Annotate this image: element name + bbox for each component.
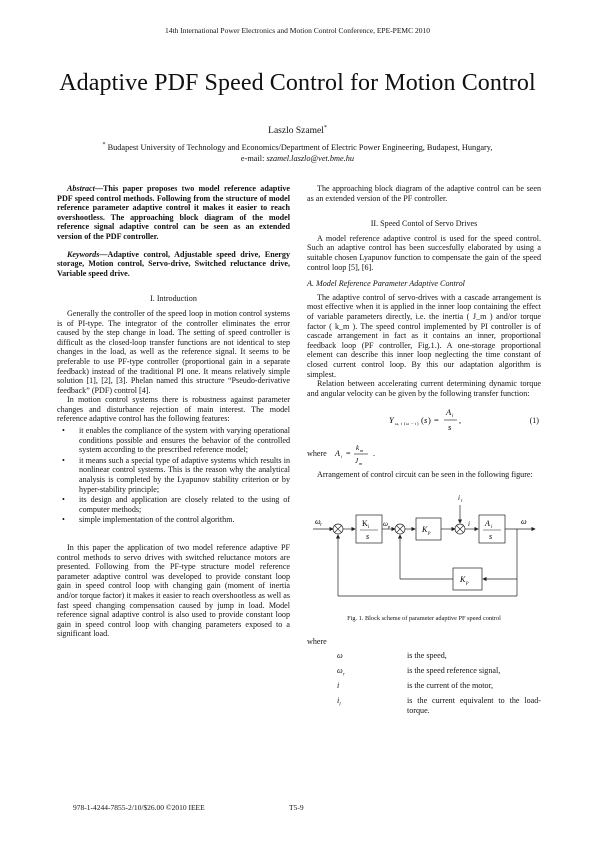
where-formula <box>333 442 413 466</box>
definition-row: ω is the speed, <box>337 651 447 661</box>
block-diagram-figure <box>307 486 541 604</box>
bullet-icon: • <box>62 455 65 465</box>
block-diagram <box>307 486 541 604</box>
list-item: • simple implementation of the control algorithm. <box>62 515 235 525</box>
svg-text:ω,: ω, <box>395 421 400 427</box>
author-name: Laszlo Szamel <box>268 126 324 137</box>
definition-row: $i_l$ is the current equivalent to the load-torque. <box>337 696 541 715</box>
keywords <box>57 250 290 279</box>
label-omega-p: ω <box>383 519 388 528</box>
intro-paragraph-1: Generally the controller of the speed loop in motion control systems is of PI-type. The integrator of the controller eliminates the error caused by the step change in load. The setting of speed controller is difficult as the closed-loop transfer functions are not identical to step changes in the load, as well as the reference signal. It seems to be preferable to use PF-type controller (proportional gain in a separate feedback) instead of the traditional PI one. It means relatively simple solution [1], [2], [3]. Phelan named this structure “Pseudo-derivative feedback” (PDF) control [4]. <box>57 308 290 395</box>
svg-text:A: A <box>335 449 340 459</box>
label-s-1: s <box>366 531 370 541</box>
svg-text:i: i <box>415 421 417 427</box>
intro-paragraph-3: In this paper the application of two model reference adaptive PF control methods to servo drives with switched reluctance motors are presented. Following from the PF-type structure model reference parameter adaptive control was developed to provide constant loop gain in speed control loop with changing gain (moment of inertia and/or torque factor) it makes it easier to reach overshootless as well as fast speed changing compensation caused by jump in load. Model reference signal adaptive control is also used to provide constant loop gain in speed control loop with changing parameters exposed to a significant load. <box>57 543 290 639</box>
label-omega: ω <box>521 516 527 526</box>
footer-page-number: T5-9 <box>289 803 304 812</box>
label-k-p: K <box>422 524 428 534</box>
list-item: • it means such a special type of adaptive systems which results in nonlinear control systems. This is the reason why the analytical analysis is completed by the Lyapunov stability criterion or by hyper-stability principle; <box>62 455 290 494</box>
svg-text:s: s <box>424 415 428 426</box>
keywords-text: —Adaptive control, Adjustable speed drive, Energy storage, Motion control, Servo-drive, Switched reluctance drive, Variable speed drive. <box>57 249 290 278</box>
svg-text:m: m <box>359 461 363 467</box>
left-column <box>57 184 290 639</box>
svg-text:ω: ω <box>406 421 409 427</box>
svg-text:−: − <box>411 421 414 427</box>
label-a-i-sub: i <box>491 524 493 530</box>
list-item: • it enables the compliance of the system with varying operational conditions possible and ensures the behavior of the controlled system according to the prescribed reference model; <box>62 426 290 455</box>
label-i-l: i <box>458 493 460 502</box>
svg-text:(: ( <box>404 421 406 427</box>
label-omega-r-sub: r <box>320 522 322 528</box>
subsection-heading-a: A. Model Reference Parameter Adaptive Control <box>307 279 465 289</box>
label-a-i: A <box>485 518 490 528</box>
svg-text:k: k <box>356 444 360 453</box>
adaptive-paragraph-1: The adaptive control of servo-drives with a cascade arrangement is most effective when it is applied in the inner loop containing the effect of variable parameters directly, i.e. the inertia ( J_m ) and/or torque factor ( k_m ). The speed control implemented by PI controller is of cascade arrangement in fact as it contains an inner, proportional feedback loop (PF controller, Fig.1.). A one-storage proportional element can describe this inner loop neglecting the time constant of closed current control loop. By this our adaptation algorithm is simplest. <box>307 292 541 379</box>
paper-title: Adaptive PDF Speed Control for Motion Control <box>59 70 536 96</box>
label-k-i-sub: i <box>368 524 370 530</box>
label-k-i: K <box>362 518 368 528</box>
adaptive-paragraph-2: Relation between accelerating current determining dynamic torque and angular velocity can be given by the following transfer function: <box>307 379 541 398</box>
svg-text:i: i <box>401 421 403 427</box>
label-s-2: s <box>489 531 493 541</box>
proportional-block <box>416 518 441 540</box>
svg-text:i: i <box>341 454 343 460</box>
email-link[interactable]: szamel.laszlo@vet.bme.hu <box>266 153 355 163</box>
email-prefix: e-mail: <box>240 153 267 163</box>
svg-text:=: = <box>346 449 351 459</box>
equation-number: (1) <box>529 416 539 426</box>
bullet-icon: • <box>62 515 65 525</box>
label-k-p-feedback-sub: p <box>466 580 469 586</box>
abstract-label: Abstract <box>67 184 95 193</box>
section-heading-introduction: I. Introduction <box>150 294 197 304</box>
svg-text:,: , <box>459 415 462 426</box>
equation-1-formula <box>307 404 541 436</box>
affiliation <box>40 140 555 164</box>
figure-caption: Fig. 1. Block scheme of parameter adaptive PF speed control <box>347 614 501 622</box>
svg-text:i: i <box>452 414 454 420</box>
label-i-l-sub: l <box>461 497 463 503</box>
svg-text:m: m <box>360 448 364 454</box>
svg-text:): ) <box>417 421 419 427</box>
bullet-icon: • <box>62 426 65 436</box>
bullet-icon: • <box>62 495 65 505</box>
author-mark: * <box>323 125 327 131</box>
author-line <box>0 125 595 136</box>
adaptive-paragraph-3: Arrangement of control circuit can be seen in the following figure: <box>317 470 533 480</box>
svg-text:s: s <box>448 422 452 433</box>
affiliation-mark: * <box>102 142 106 148</box>
svg-text:): ) <box>428 415 431 426</box>
where-inline: where <box>307 449 327 459</box>
label-omega-p-sub: p <box>388 523 391 529</box>
where-label: where <box>307 637 327 647</box>
abstract <box>57 184 290 242</box>
intro-paragraph-2: In motion control systems there is robustness against parameter changes and disturbance rejection of main interest. The model reference adaptive control has the following features: <box>57 395 290 424</box>
label-omega-r: ω <box>315 516 321 526</box>
feedback-block <box>453 568 482 590</box>
svg-text:(: ( <box>421 415 424 426</box>
equation-where-line <box>307 442 541 466</box>
definition-row: $\omega_r$ is the speed reference signal, <box>337 666 501 678</box>
svg-text:J: J <box>355 457 359 466</box>
svg-text:A: A <box>446 407 452 418</box>
equation-1 <box>307 404 541 436</box>
footer-isbn: 978-1-4244-7855-2/10/$26.00 ©2010 IEEE <box>73 803 205 812</box>
speed-control-paragraph: A model reference adaptive control is used for the speed control. Such an adaptive control has been succesfully elaborated by using a suitable chosen Lyapunov function to compensate the gain of the speed control loop [5], [6]. <box>307 233 541 272</box>
section-heading-speed-control: II. Speed Contol of Servo Drives <box>370 219 478 229</box>
affiliation-line: Budapest University of Technology and Economics/Department of Electric Power Engineering, Budapest, Hungary, <box>107 142 493 152</box>
svg-text:.: . <box>373 449 375 459</box>
right-intro-paragraph: The approaching block diagram of the adaptive control can be seen as an extended version of the PF controller. <box>307 184 541 203</box>
abstract-text: —This paper proposes two model reference adaptive PDF speed control methods. Following from the structure of model reference parameter adaptive control it makes it easier to reach overshootless. The approaching block diagram of the model reference signal adaptive control can be seen as an extended version of the PDF controller. <box>57 184 290 241</box>
symbol-definitions <box>307 651 541 720</box>
label-i: i <box>468 519 470 528</box>
feature-list <box>57 426 290 525</box>
svg-text:=: = <box>434 415 439 426</box>
list-item: • its design and application are closely related to the using of computer methods; <box>62 495 290 514</box>
definition-row: i is the current of the motor, <box>337 681 493 691</box>
keywords-label: Keywords <box>67 249 100 259</box>
label-k-p-sub: p <box>428 530 431 536</box>
right-column <box>307 184 541 720</box>
label-k-p-feedback: K <box>460 574 466 584</box>
svg-text:Y: Y <box>389 415 394 426</box>
conference-header: 14th International Power Electronics and Motion Control Conference, EPE-PEMC 2010 <box>165 26 430 35</box>
